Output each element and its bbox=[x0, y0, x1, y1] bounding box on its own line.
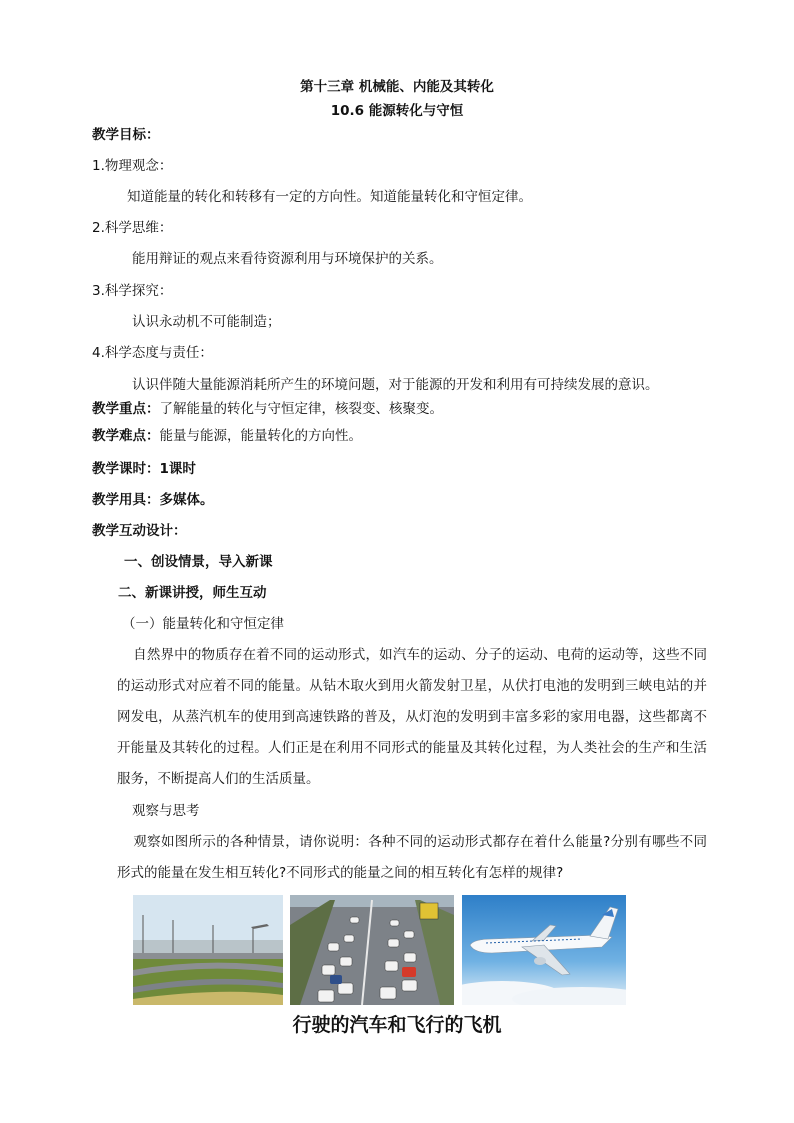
difficulties bbox=[92, 426, 362, 446]
objective-2-title: 2.科学思维： bbox=[92, 220, 173, 236]
class-hours-text: 1课时 bbox=[159, 461, 196, 477]
objective-1-title: 1.物理观念： bbox=[92, 158, 173, 174]
difficulties-label: 教学难点： bbox=[92, 428, 160, 444]
traffic-jam-image bbox=[290, 895, 454, 1005]
main-paragraph bbox=[117, 640, 707, 795]
airplane-photo bbox=[462, 895, 626, 1005]
figure-caption: 行驶的汽车和飞行的飞机 bbox=[292, 1014, 502, 1036]
objective-3-title: 3.科学探究： bbox=[92, 283, 173, 299]
objective-1-text: 知道能量的转化和转移有一定的方向性。知道能量转化和守恒定律。 bbox=[127, 189, 532, 205]
objectives-heading: 教学目标： bbox=[92, 127, 160, 143]
key-points-label: 教学重点： bbox=[92, 401, 160, 417]
class-hours-label: 教学课时： bbox=[92, 461, 160, 477]
observe-paragraph bbox=[117, 827, 707, 889]
objective-4-title: 4.科学态度与责任： bbox=[92, 345, 213, 361]
highway-airport-photo bbox=[133, 895, 283, 1005]
highway-airport-image bbox=[133, 895, 283, 1005]
step-2-heading: 二、新课讲授，师生互动 bbox=[118, 585, 267, 601]
observe-paragraph-text: 观察如图所示的各种情景，请你说明：各种不同的运动形式都存在着什么能量?分别有哪些不同形式的能量在发生相互转化?不同形式的能量之间的相互转化有怎样的规律? bbox=[117, 834, 707, 881]
key-points bbox=[92, 399, 443, 419]
observe-title: 观察与思考 bbox=[132, 803, 200, 819]
tools-label: 教学用具： bbox=[92, 492, 160, 508]
step-1-heading: 一、创设情景，导入新课 bbox=[124, 554, 273, 570]
key-points-text: 了解能量的转化与守恒定律，核裂变、核聚变。 bbox=[159, 401, 443, 417]
subsection-heading: （一）能量转化和守恒定律 bbox=[122, 616, 284, 632]
traffic-jam-photo bbox=[290, 895, 454, 1005]
airplane-image bbox=[462, 895, 626, 1005]
main-paragraph-text: 自然界中的物质存在着不同的运动形式，如汽车的运动、分子的运动、电荷的运动等，这些不同的运动形式对应着不同的能量。从钻木取火到用火箭发射卫星，从伏打电池的发明到三峡电站的并网发电，从蒸汽机车的使用到高速铁路的普及，从灯泡的发明到丰富多彩的家用电器，这些都离不开能量及其转化的过程。人们正是在利用不同形式的能量及其转化过程，为人类社会的生产和生活服务，不断提高人们的生活质量。 bbox=[117, 647, 707, 787]
difficulties-text: 能量与能源，能量转化的方向性。 bbox=[159, 428, 362, 444]
section-title: 10.6 能源转化与守恒 bbox=[330, 103, 464, 119]
tools bbox=[92, 490, 214, 510]
chapter-title: 第十三章 机械能、内能及其转化 bbox=[300, 79, 494, 95]
class-hours bbox=[92, 459, 196, 479]
design-heading: 教学互动设计： bbox=[92, 523, 187, 539]
objective-4-text: 认识伴随大量能源消耗所产生的环境问题，对于能源的开发和利用有可持续发展的意识。 bbox=[132, 377, 659, 393]
tools-text: 多媒体。 bbox=[159, 492, 214, 508]
objective-2-text: 能用辩证的观点来看待资源利用与环境保护的关系。 bbox=[132, 251, 443, 267]
objective-3-text: 认识永动机不可能制造； bbox=[132, 314, 281, 330]
